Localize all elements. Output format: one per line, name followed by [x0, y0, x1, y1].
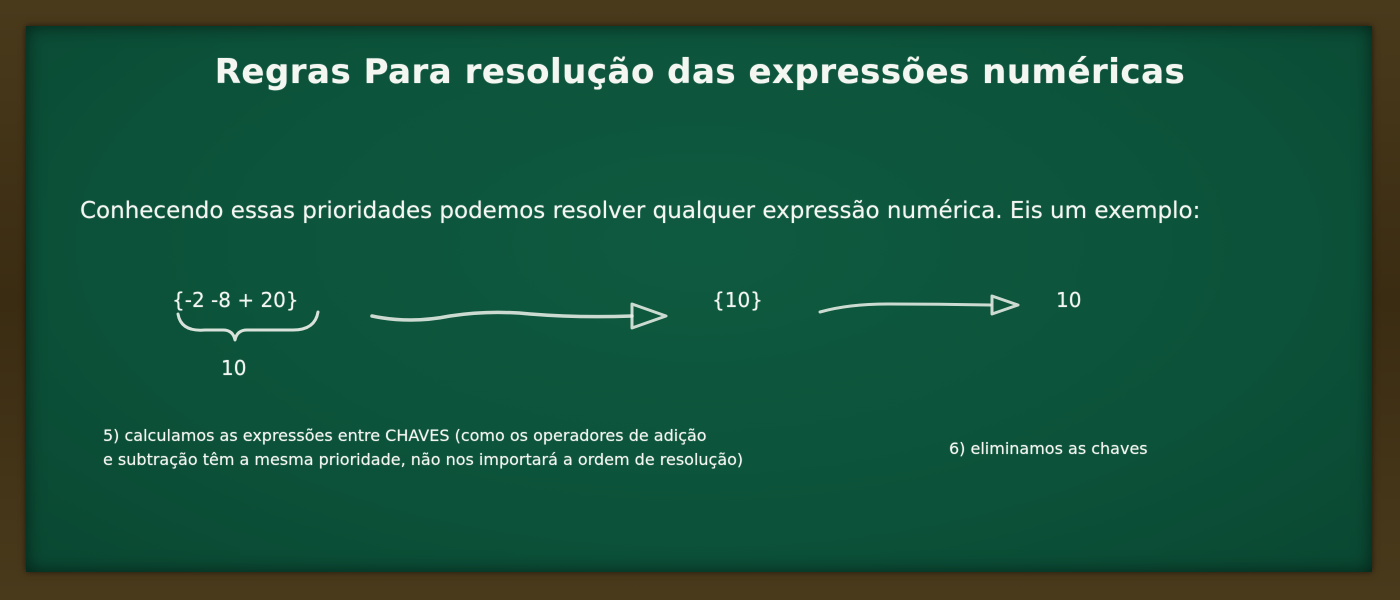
step-result: {10} [712, 288, 763, 312]
arrow-icon [370, 298, 670, 332]
final-result: 10 [1056, 288, 1082, 312]
intro-text: Conhecendo essas prioridades podemos resolver qualquer expressão numérica. Eis um exemplo: [80, 198, 1201, 224]
brace-result: 10 [221, 356, 247, 380]
expression: {-2 -8 + 20} [172, 288, 299, 312]
step6-note: 6) eliminamos as chaves [949, 439, 1148, 458]
underbrace-icon [175, 308, 325, 348]
step5-note-line2: e subtração têm a mesma prioridade, não nos importará a ordem de resolução) [103, 450, 744, 469]
page-title: Regras Para resolução das expressões numéricas [214, 52, 1186, 92]
arrow-icon-2 [818, 292, 1024, 322]
step5-note-line1: 5) calculamos as expressões entre CHAVES (como os operadores de adição [103, 426, 707, 445]
